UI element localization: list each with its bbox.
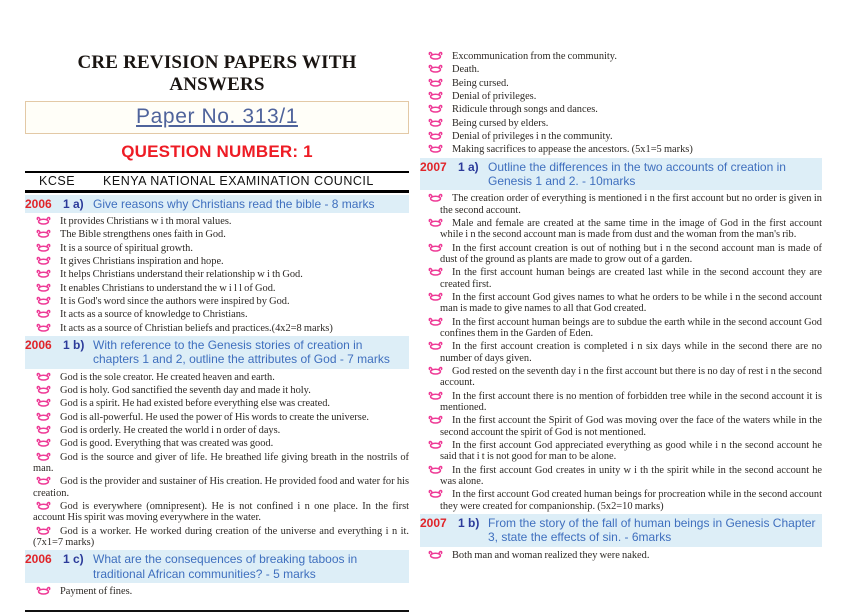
bull-head-icon	[36, 384, 53, 396]
answer-text: God is everywhere (omnipresent). He is not confined i n one place. In the first account His spirit was moving everywhere in the water.	[33, 501, 409, 524]
bull-head-icon	[36, 424, 53, 436]
bull-head-icon	[428, 90, 445, 102]
answer-text: It provides Christians w i th moral values.	[60, 216, 232, 228]
question-text: What are the consequences of breaking taboos in traditional African communities? - 5 marks	[93, 552, 358, 581]
bull-head-icon	[428, 439, 445, 451]
answer-item	[25, 295, 409, 307]
bull-head-icon	[428, 266, 445, 278]
answer-item	[25, 255, 409, 267]
bull-head-icon	[428, 63, 445, 75]
bull-head-icon	[36, 585, 53, 597]
bull-head-icon	[36, 268, 53, 280]
answer-item	[25, 322, 409, 334]
answer-text: In the first account God created human beings for procreation while in the second account they were created for companionship. (5x2=10 marks)	[440, 489, 822, 512]
answer-text: God is the sole creator. He created heaven and earth.	[60, 371, 275, 383]
answer-item	[420, 143, 822, 155]
answer-item	[420, 63, 822, 75]
answer-item	[420, 130, 822, 142]
answer-text: God is good. Everything that was created was good.	[60, 438, 274, 450]
bull-head-icon	[428, 117, 445, 129]
answer-text: It acts as a source of knowledge to Christians.	[60, 309, 248, 321]
bull-head-icon	[36, 228, 53, 240]
council-label: KENYA NATIONAL EXAMINATION COUNCIL	[103, 173, 374, 188]
answer-item	[420, 464, 822, 488]
answer-text: In the first account the Spirit of God was moving over the face of the waters while in the second account the spirit of God is not mentioned.	[440, 415, 822, 438]
answer-item	[420, 242, 822, 266]
question-band	[25, 550, 409, 583]
answer-text: God is all-powerful. He used the power of His words to create the universe.	[60, 411, 370, 423]
bull-head-icon	[36, 322, 53, 334]
bull-head-icon	[428, 77, 445, 89]
answer-item	[420, 414, 822, 438]
question-ref: 1 c)	[63, 552, 84, 567]
answer-text: In the first account God gives names to what he orders to be while i n the second account man is made to give names to all that God created.	[440, 292, 822, 315]
answer-item	[25, 228, 409, 240]
bull-head-icon	[428, 192, 445, 204]
answer-text: Death.	[452, 64, 480, 76]
answer-item	[420, 266, 822, 290]
answer-item	[420, 488, 822, 512]
answer-text: The Bible strengthens ones faith in God.	[60, 229, 226, 241]
answer-text: Excommunication from the community.	[452, 51, 617, 62]
bull-head-icon	[36, 282, 53, 294]
answer-text: Payment of fines.	[60, 586, 133, 598]
page-title: CRE REVISION PAPERS WITH ANSWERS	[77, 52, 357, 95]
question-text: Give reasons why Christians read the bible - 8 marks	[93, 196, 375, 211]
exam-header-row	[25, 171, 409, 193]
bull-head-icon	[36, 371, 53, 383]
bull-head-icon	[36, 525, 53, 537]
bull-head-icon	[428, 242, 445, 254]
answer-text: In the first account human beings are to subdue the earth while in the second account God confines them in the Garden of Eden.	[440, 316, 822, 340]
question-ref: 1 b)	[63, 338, 85, 353]
answer-item	[25, 242, 409, 254]
bull-head-icon	[36, 411, 53, 423]
answer-item	[420, 549, 822, 561]
answer-text: God is a worker. He worked during creation of the universe and everything i n it. (7x1=7 marks)	[33, 525, 409, 549]
answer-item	[420, 50, 822, 62]
bull-head-icon	[428, 217, 445, 229]
question-text: With reference to the Genesis stories of creation in chapters 1 and 2, outline the attributes of God - 7 marks	[93, 338, 390, 367]
answer-item	[420, 117, 822, 129]
answer-item	[420, 340, 822, 364]
question-year: 2006	[25, 552, 52, 567]
answer-text: Both man and woman realized they were naked.	[452, 549, 650, 561]
question-ref: 1 b)	[458, 515, 480, 530]
answer-text: It acts as a source of Christian beliefs and practices.(4x2=8 marks)	[60, 322, 333, 334]
answer-text: Making sacrifices to appease the ancestors. (5x1=5 marks)	[452, 144, 693, 156]
bull-head-icon	[36, 295, 53, 307]
answer-item	[420, 316, 822, 340]
answer-text: In the first account there is no mention of forbidden tree while in the second account it is mentioned.	[440, 390, 822, 413]
answer-text: In the first account God appreciated everything as good while i n the second account he said that i t is not good for man to be alone.	[440, 439, 822, 463]
answer-text: Being cursed by elders.	[452, 117, 549, 129]
answer-item	[25, 384, 409, 396]
bull-head-icon	[36, 308, 53, 320]
answer-text: It helps Christians understand their relationship w i th God.	[60, 269, 303, 281]
answer-text: In the first account creation is out of nothing but i n the second account man is made of dust of the ground as plants are made to grow out of a garden.	[440, 242, 822, 266]
question-text: From the story of the fall of human beings in Genesis Chapter 3, state the effects of sin. - 6marks	[488, 515, 816, 545]
answer-item	[25, 585, 409, 597]
answer-item	[25, 451, 409, 475]
answer-text: God is a spirit. He had existed before everything else was created.	[60, 398, 330, 410]
question-year: 2006	[25, 196, 52, 211]
bull-head-icon	[428, 340, 445, 352]
answer-item	[25, 525, 409, 549]
question-text: Outline the differences in the two accounts of creation in Genesis 1 and 2. - 10marks	[488, 159, 786, 189]
answer-text: It is God's word since the authors were inspired by God.	[60, 296, 290, 308]
answer-text: Ridicule through songs and dances.	[452, 104, 598, 116]
answer-text: In the first account creation is completed i n six days while in the second there are no number of days given.	[440, 341, 822, 364]
answer-item	[25, 437, 409, 449]
answer-item	[25, 371, 409, 383]
answer-item	[25, 500, 409, 524]
bull-head-icon	[428, 130, 445, 142]
answer-item	[420, 103, 822, 115]
answer-item	[25, 282, 409, 294]
bull-head-icon	[428, 390, 445, 402]
right-question-list	[420, 50, 822, 561]
bull-head-icon	[36, 451, 53, 463]
bull-head-icon	[428, 50, 445, 62]
answer-item	[25, 475, 409, 499]
answer-text: It gives Christians inspiration and hope.	[60, 256, 224, 268]
bull-head-icon	[36, 500, 53, 512]
bull-head-icon	[36, 255, 53, 267]
paper-no-box	[25, 101, 409, 134]
answer-text: God is the source and giver of life. He breathed life giving breath in the nostrils of man.	[33, 451, 409, 475]
answer-text: God rested on the seventh day i n the first account but there is no day of rest i n the second account.	[440, 366, 822, 389]
answer-item	[25, 424, 409, 436]
answer-item	[25, 411, 409, 423]
answer-item	[420, 90, 822, 102]
left-question-list	[25, 195, 409, 598]
answer-item	[25, 215, 409, 227]
answer-text: Being cursed.	[452, 77, 509, 89]
answer-text: God is holy. God sanctified the seventh day and made it holy.	[60, 385, 311, 397]
question-year: 2007	[420, 159, 447, 174]
bull-head-icon	[428, 103, 445, 115]
answer-text: In the first account God creates in unity w i th the spirit while in the second account he was alone.	[440, 464, 822, 487]
question-year: 2007	[420, 515, 447, 530]
question-year: 2006	[25, 338, 52, 353]
bull-head-icon	[36, 437, 53, 449]
column-right	[420, 50, 822, 562]
bull-head-icon	[428, 365, 445, 377]
bull-head-icon	[428, 488, 445, 500]
bull-head-icon	[36, 475, 53, 487]
answer-item	[25, 397, 409, 409]
bull-head-icon	[428, 549, 445, 561]
bull-head-icon	[428, 291, 445, 303]
bull-head-icon	[36, 397, 53, 409]
answer-item	[420, 77, 822, 89]
answer-text: It enables Christians to understand the w i l l of God.	[60, 282, 276, 294]
question-band	[420, 158, 822, 191]
bull-head-icon	[36, 242, 53, 254]
answer-text: In the first account human beings are created last while in the second account they are created first.	[440, 267, 822, 290]
answer-item	[420, 291, 822, 315]
answer-text: God is orderly. He created the world i n order of days.	[60, 425, 281, 437]
answer-item	[420, 217, 822, 241]
answer-text: Denial of privileges.	[452, 90, 537, 102]
question-band	[25, 195, 409, 213]
bottom-rule	[25, 610, 409, 612]
answer-item	[25, 308, 409, 320]
question-number-heading: QUESTION NUMBER: 1	[121, 141, 313, 161]
question-ref: 1 a)	[63, 196, 84, 211]
exam-board-label: KCSE	[39, 173, 76, 188]
question-band	[25, 336, 409, 369]
answer-text: Denial of privileges i n the community.	[452, 130, 613, 142]
answer-item	[25, 268, 409, 280]
question-ref: 1 a)	[458, 159, 479, 174]
bull-head-icon	[428, 464, 445, 476]
answer-item	[420, 439, 822, 463]
answer-item	[420, 192, 822, 216]
answer-item	[420, 390, 822, 414]
column-left	[25, 52, 409, 612]
bull-head-icon	[428, 143, 445, 155]
bull-head-icon	[36, 215, 53, 227]
answer-text: God is the provider and sustainer of His creation. He provided food and water for his creation.	[33, 476, 409, 499]
answer-text: The creation order of everything is mentioned i n the first account but no order is given in the second account.	[440, 193, 822, 216]
bull-head-icon	[428, 414, 445, 426]
question-band	[420, 514, 822, 547]
answer-item	[420, 365, 822, 389]
answer-text: It is a source of spiritual growth.	[60, 242, 193, 254]
answer-text: Male and female are created at the same time in the image of God in the first account while i n the second account man is made from dust and the woman from the man's rib.	[440, 218, 822, 241]
bull-head-icon	[428, 316, 445, 328]
paper-no-link[interactable]: Paper No. 313/1	[136, 104, 298, 128]
